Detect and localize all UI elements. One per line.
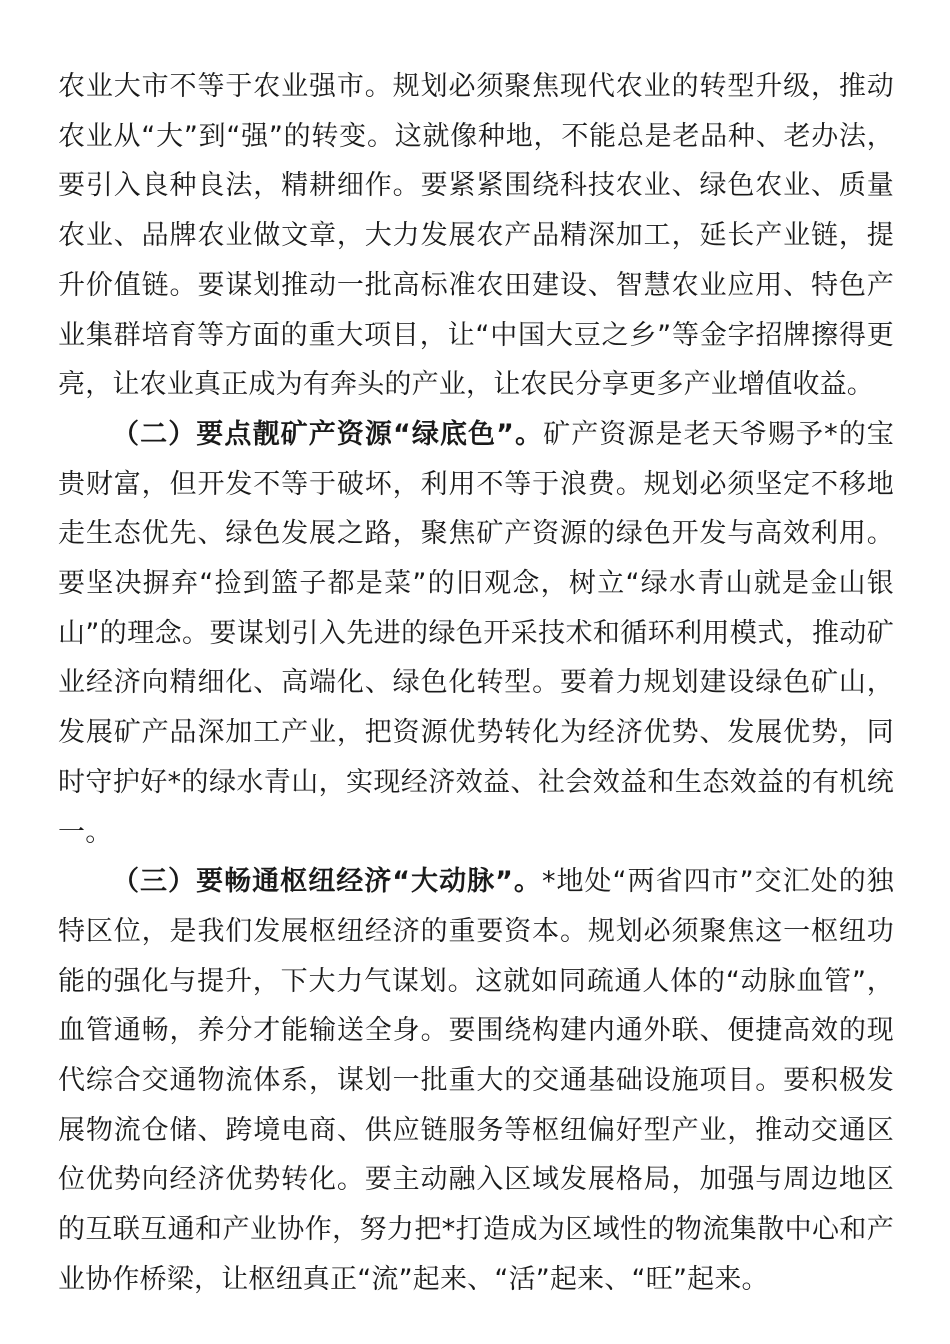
paragraph-agriculture (58, 62, 894, 410)
paragraph-hub-economy (58, 857, 894, 1304)
paragraph-body: *地处“两省四市”交汇处的独特区位，是我们发展枢纽经济的重要资本。规划必须聚焦这一枢纽功能的强化与提升，下大力气谋划。这就如同疏通人体的“动脉血管”，血管通畅，养分才能输送全身。要围绕构建内通外联、便捷高效的现代综合交通物流体系，谋划一批重大的交通基础设施项目。要积极发展物流仓储、跨境电商、供应链服务等枢纽偏好型产业，推动交通区位优势向经济优势转化。要主动融入区域发展格局，加强与周边地区的互联互通和产业协作，努力把*打造成为区域性的物流集散中心和产业协作桥梁，让枢纽真正“流”起来、“活”起来、“旺”起来。 (58, 866, 894, 1295)
paragraph-body: 矿产资源是老天爷赐予*的宝贵财富，但开发不等于破坏，利用不等于浪费。规划必须坚定不移地走生态优先、绿色发展之路，聚焦矿产资源的绿色开发与高效利用。要坚决摒弃“捡到篮子都是菜”的旧观念，树立“绿水青山就是金山银山”的理念。要谋划引入先进的绿色开采技术和循环利用模式，推动矿业经济向精细化、高端化、绿色化转型。要着力规划建设绿色矿山，发展矿产品深加工产业，把资源优势转化为经济优势、发展优势，同时守护好*的绿水青山，实现经济效益、社会效益和生态效益的有机统一。 (58, 418, 894, 848)
section-heading: （二）要点靓矿产资源“绿底色”。 (112, 418, 544, 450)
section-heading: （三）要畅通枢纽经济“大动脉”。 (112, 866, 542, 898)
paragraph-mineral-resources (58, 410, 894, 857)
document-page (58, 62, 894, 1305)
paragraph-body: 农业大市不等于农业强市。规划必须聚焦现代农业的转型升级，推动农业从“大”到“强”的转变。这就像种地，不能总是老品种、老办法，要引入良种良法，精耕细作。要紧紧围绕科技农业、绿色农业、质量农业、品牌农业做文章，大力发展农产品精深加工，延长产业链，提升价值链。要谋划推动一批高标准农田建设、智慧农业应用、特色产业集群培育等方面的重大项目，让“中国大豆之乡”等金字招牌擦得更亮，让农业真正成为有奔头的产业，让农民分享更多产业增值收益。 (58, 71, 894, 401)
